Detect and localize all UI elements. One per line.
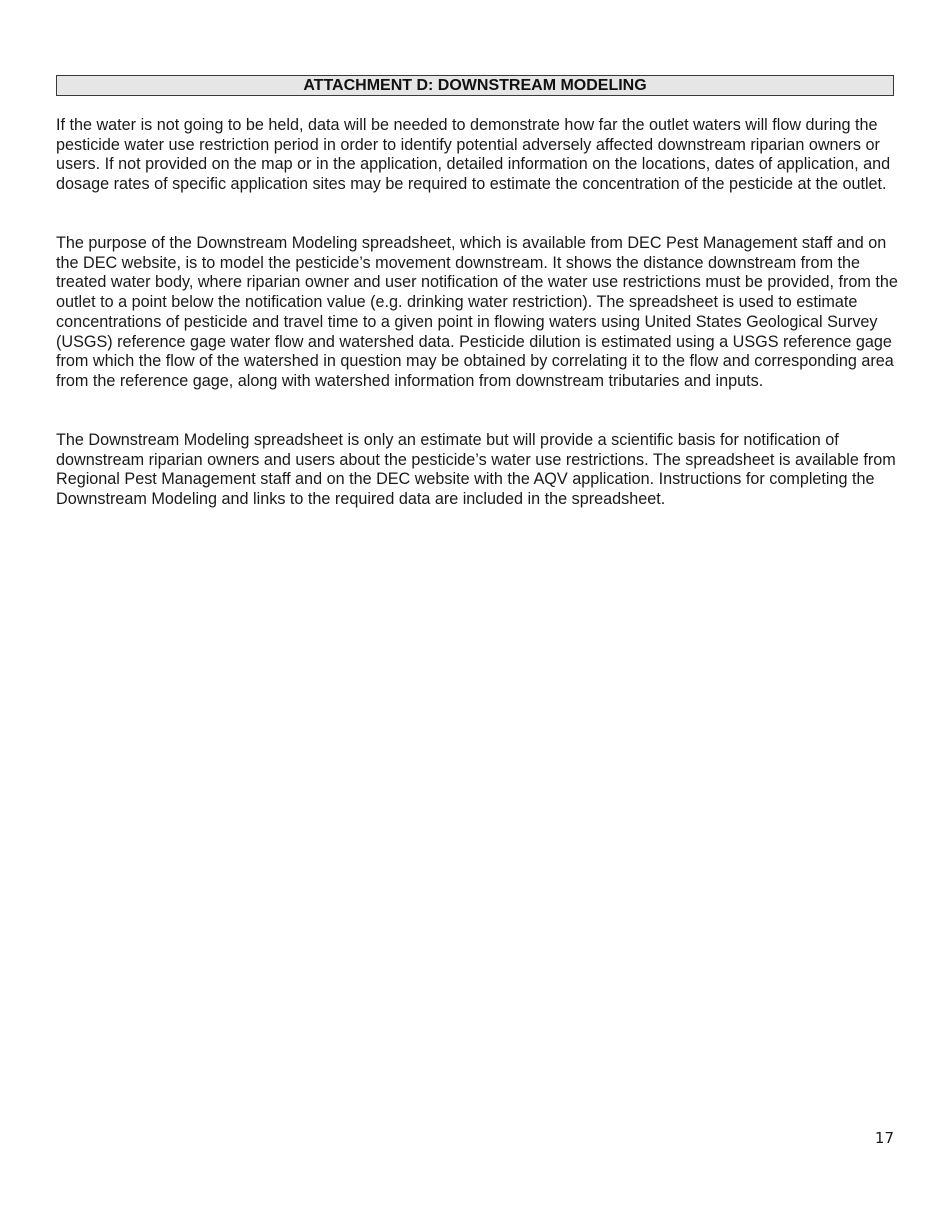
paragraph-spreadsheet-purpose: The purpose of the Downstream Modeling spreadsheet, which is available from DEC Pest Management staff and on the DEC website, is to model the pesticide’s movement downstream. It shows the distance downstream from the treated water body, where riparian owner and user notification of the water use restrictions must be provided, from the outlet to a point below the notification value (e.g. drinking water restriction). The spreadsheet is used to estimate concentrations of pesticide and travel time to a given point in flowing waters using United States Geological Survey (USGS) reference gage water flow and watershed data. Pesticide dilution is estimated using a USGS reference gage from which the flow of the watershed in question may be obtained by correlating it to the flow and corresponding area from the reference gage, along with watershed information from downstream tributaries and inputs. (56, 234, 898, 390)
paragraph-outlet-data: If the water is not going to be held, data will be needed to demonstrate how far the outlet waters will flow during the pesticide water use restriction period in order to identify potential adversely affected downstream riparian owners or users. If not provided on the map or in the application, detailed information on the locations, dates of application, and dosage rates of specific application sites may be required to estimate the concentration of the pesticide at the outlet. (56, 116, 891, 194)
paragraph-spreadsheet-estimate: The Downstream Modeling spreadsheet is only an estimate but will provide a scientific basis for notification of downstream riparian owners and users about the pesticide’s water use restrictions. The spreadsheet is available from Regional Pest Management staff and on the DEC website with the AQV application. Instructions for completing the Downstream Modeling and links to the required data are included in the spreadsheet. (56, 431, 896, 509)
attachment-heading: ATTACHMENT D: DOWNSTREAM MODELING (56, 75, 894, 96)
page-number: 17 (874, 1129, 894, 1147)
